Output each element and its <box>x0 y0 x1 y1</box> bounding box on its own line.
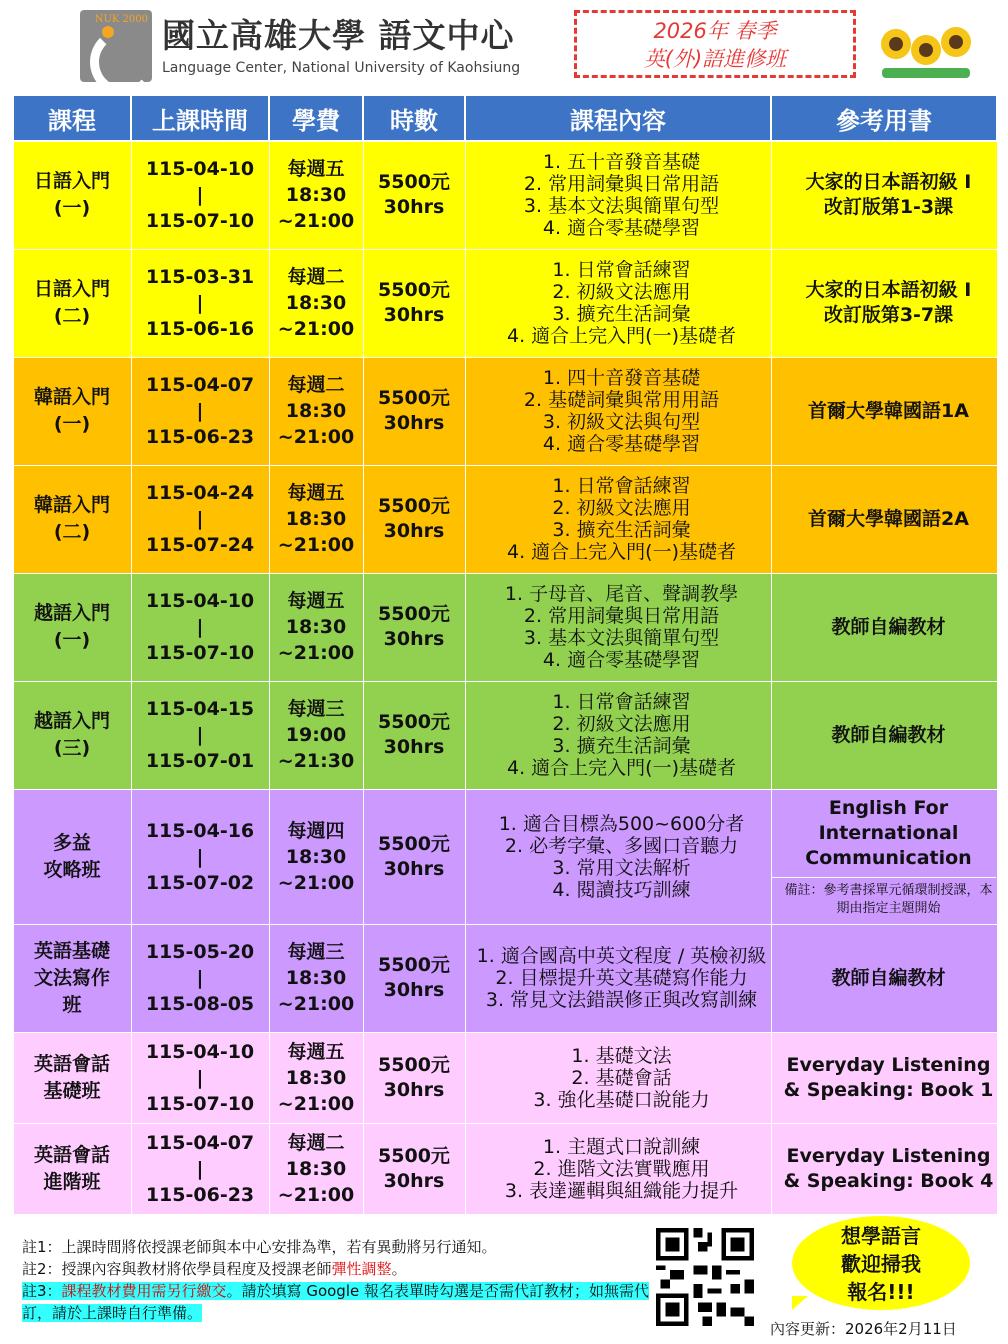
course-time-day: 每週二 <box>287 1131 345 1154</box>
course-content <box>465 1123 771 1214</box>
course-dates-end: 115-06-23 <box>145 1183 255 1206</box>
course-time-t1: 18:30 <box>285 1157 347 1180</box>
course-dates-sep: | <box>196 845 204 868</box>
course-name <box>13 1123 131 1214</box>
course-dates-end: 115-07-10 <box>145 642 255 664</box>
course-time <box>269 141 363 249</box>
course-content <box>465 681 771 789</box>
course-book <box>771 465 997 573</box>
course-name-name2: 基礎班 <box>43 1079 101 1102</box>
course-content-c2: 2. 初級文法應用 <box>552 497 691 519</box>
course-time-day: 每週四 <box>287 819 345 842</box>
course-fee <box>363 357 465 465</box>
course-name-name1: 越語入門 <box>33 710 110 732</box>
note-1: 註1：上課時間將依授課老師與本中心安排為準，若有異動將另行通知。 <box>22 1238 497 1256</box>
course-dates-sep: | <box>196 184 204 207</box>
course-dates-sep: | <box>196 292 204 314</box>
course-dates-start: 115-05-20 <box>145 941 255 963</box>
course-name <box>13 1032 131 1123</box>
course-time <box>269 1123 363 1214</box>
course-time <box>269 249 363 357</box>
course-content-c3: 3. 強化基礎口說能力 <box>533 1088 710 1111</box>
updated-date: 內容更新：2026年2月11日 <box>770 1320 957 1338</box>
course-content <box>465 573 771 681</box>
course-time-t1: 18:30 <box>285 967 347 989</box>
course-dates-sep: | <box>196 967 204 989</box>
course-dates <box>131 789 269 924</box>
course-content-c4: 4. 適合上完入門(一)基礎者 <box>507 541 736 563</box>
course-book <box>771 573 997 681</box>
course-content <box>465 789 771 924</box>
table-row <box>13 249 997 357</box>
course-content <box>465 249 771 357</box>
bubble-line-1: 想學語言 <box>841 1224 921 1248</box>
course-time-day: 每週五 <box>287 158 345 181</box>
table-row <box>13 924 997 1032</box>
course-dates <box>131 1123 269 1214</box>
course-content-c1: 1. 適合國高中英文程度 / 英檢初級 <box>476 945 767 967</box>
course-fee-hours: 30hrs <box>383 520 445 542</box>
course-name-name2: (一) <box>53 413 91 435</box>
course-fee-hours: 30hrs <box>383 628 445 650</box>
course-time <box>269 789 363 924</box>
course-fee <box>363 249 465 357</box>
course-name-name1: 多益 <box>52 831 91 854</box>
table-header-row <box>13 95 997 141</box>
table-row <box>13 1123 997 1214</box>
header-book: 參考用書 <box>771 95 997 141</box>
bubble-line-2: 歡迎掃我 <box>841 1252 921 1276</box>
course-content-c1: 1. 四十音發音基礎 <box>542 367 701 389</box>
table-row <box>13 681 997 789</box>
course-dates-end: 115-07-02 <box>145 871 255 894</box>
course-name <box>13 141 131 249</box>
course-dates-end: 115-06-23 <box>145 426 255 448</box>
course-book <box>771 357 997 465</box>
course-content-c3: 3. 擴充生活詞彙 <box>552 735 691 757</box>
course-dates <box>131 681 269 789</box>
course-content <box>465 357 771 465</box>
course-fee-fee: 5500元 <box>378 279 450 301</box>
course-name-name1: 韓語入門 <box>33 386 110 408</box>
course-content-c1: 1. 子母音、尾音、聲調教學 <box>504 583 739 605</box>
note-2-highlight: 彈性調整 <box>331 1260 392 1278</box>
nuk-logo <box>80 10 152 82</box>
course-fee-hours: 30hrs <box>383 736 445 758</box>
course-fee-hours: 30hrs <box>383 1078 445 1101</box>
course-content-c3: 3. 基本文法與簡單句型 <box>523 195 720 218</box>
course-time-t2: ~21:00 <box>277 534 355 556</box>
course-content-c4: 4. 適合零基礎學習 <box>542 433 701 455</box>
course-time-t2: ~21:00 <box>277 642 355 664</box>
course-content-c2: 2. 進階文法實戰應用 <box>533 1157 710 1180</box>
course-dates <box>131 465 269 573</box>
course-time-t1: 18:30 <box>285 292 347 314</box>
course-fee-fee: 5500元 <box>378 171 450 194</box>
course-book-book2: 改訂版第3-7課 <box>823 304 954 326</box>
table-row <box>13 573 997 681</box>
course-dates-start: 115-04-24 <box>145 482 255 504</box>
course-book <box>771 1123 997 1214</box>
course-name-name2: 攻略班 <box>43 858 101 881</box>
course-content-c4: 4. 適合零基礎學習 <box>542 217 701 240</box>
course-time-t2: ~21:00 <box>277 993 355 1015</box>
course-book-book1: 首爾大學韓國語2A <box>808 507 969 530</box>
logo-dot-icon <box>102 26 114 38</box>
header-course: 課程 <box>13 95 131 141</box>
footnotes <box>22 1236 662 1324</box>
course-content-c2: 2. 常用詞彙與日常用語 <box>523 173 720 196</box>
course-time <box>269 924 363 1032</box>
course-book-book1: 教師自編教材 <box>831 966 946 989</box>
course-book-book1: English For International Communication <box>805 796 972 869</box>
course-fee <box>363 924 465 1032</box>
course-name <box>13 357 131 465</box>
course-content-c4: 4. 適合上完入門(一)基礎者 <box>507 757 736 779</box>
logo-text: NUK 2000 <box>94 14 148 25</box>
course-time-t1: 18:30 <box>285 1066 347 1089</box>
course-content-c4: 4. 閱讀技巧訓練 <box>552 878 691 901</box>
header-content: 課程內容 <box>465 95 771 141</box>
signup-bubble <box>792 1216 970 1310</box>
course-book-book2: 改訂版第1-3課 <box>823 196 954 219</box>
course-book-book1: 教師自編教材 <box>831 723 946 746</box>
course-name-name2: (一) <box>53 197 91 220</box>
course-book-book1: 首爾大學韓國語1A <box>808 399 969 422</box>
course-dates-sep: | <box>196 508 204 530</box>
course-content-c2: 2. 必考字彙、多國口音聽力 <box>504 834 739 857</box>
course-fee-fee: 5500元 <box>378 1144 450 1167</box>
note-2-end: 。 <box>391 1260 407 1278</box>
course-book <box>771 249 997 357</box>
course-book-book1: Everyday Listening <box>786 1144 991 1167</box>
course-name <box>13 681 131 789</box>
course-name <box>13 789 131 924</box>
course-content-c2: 2. 基礎詞彙與常用用語 <box>523 389 720 411</box>
course-time-t2: ~21:30 <box>277 750 355 772</box>
course-time-t1: 18:30 <box>285 400 347 422</box>
course-time-t1: 19:00 <box>285 724 347 746</box>
course-dates-sep: | <box>196 1157 204 1180</box>
course-content-c3: 3. 常用文法解析 <box>552 856 691 879</box>
course-content-c3: 3. 表達邏輯與組織能力提升 <box>504 1179 739 1202</box>
course-dates-end: 115-07-01 <box>145 750 255 772</box>
course-name-name2: 進階班 <box>43 1170 101 1193</box>
course-dates-sep: | <box>196 400 204 422</box>
course-book-book1: 教師自編教材 <box>831 615 946 638</box>
course-fee <box>363 141 465 249</box>
course-dates-start: 115-04-07 <box>145 1131 255 1154</box>
course-content-c3: 3. 擴充生活詞彙 <box>552 519 691 541</box>
course-name-name2: (二) <box>53 521 91 543</box>
course-time-t2: ~21:00 <box>277 1092 355 1115</box>
course-dates-end: 115-07-10 <box>145 1092 255 1115</box>
course-time-t2: ~21:00 <box>277 318 355 340</box>
term-badge <box>574 10 856 78</box>
course-fee-fee: 5500元 <box>378 954 450 976</box>
course-content-c1: 1. 基礎文法 <box>571 1044 672 1067</box>
course-dates-start: 115-04-07 <box>145 374 255 396</box>
course-fee-fee: 5500元 <box>378 387 450 409</box>
course-fee-hours: 30hrs <box>383 857 445 880</box>
course-name-name2: (二) <box>53 305 91 327</box>
course-content-c1: 1. 五十音發音基礎 <box>542 151 701 174</box>
course-book <box>771 1032 997 1123</box>
course-content-c3: 3. 常見文法錯誤修正與改寫訓練 <box>485 989 758 1011</box>
header-schedule: 上課時間 <box>131 95 269 141</box>
course-dates <box>131 357 269 465</box>
course-dates-start: 115-03-31 <box>145 266 255 288</box>
term-line-2: 英(外)語進修班 <box>643 47 787 71</box>
course-dates-end: 115-08-05 <box>145 993 255 1015</box>
note-2-text: 註2：授課內容與教材將依學員程度及授課老師 <box>22 1260 332 1278</box>
course-fee <box>363 1032 465 1123</box>
course-content <box>465 924 771 1032</box>
course-dates-end: 115-07-10 <box>145 210 255 233</box>
course-content-c2: 2. 目標提升英文基礎寫作能力 <box>495 967 748 989</box>
note-3 <box>22 1280 662 1324</box>
course-book-book1: 大家的日本語初級 I <box>805 279 972 301</box>
logo-arc-icon <box>90 28 152 82</box>
course-time-day: 每週五 <box>287 590 345 612</box>
course-name <box>13 924 131 1032</box>
course-name-name1: 韓語入門 <box>33 494 110 516</box>
course-time <box>269 573 363 681</box>
course-time-day: 每週三 <box>287 941 345 963</box>
course-book-note: 備註：參考書採單元循環制授課，本期由指定主題開始 <box>772 877 996 918</box>
course-time-day: 每週二 <box>287 266 345 288</box>
table-row <box>13 1032 997 1123</box>
course-content-c1: 1. 日常會話練習 <box>552 259 691 281</box>
table-row <box>13 789 997 924</box>
course-content-c3: 3. 基本文法與簡單句型 <box>523 627 720 649</box>
course-fee <box>363 573 465 681</box>
course-dates <box>131 249 269 357</box>
course-content <box>465 1032 771 1123</box>
course-fee-hours: 30hrs <box>383 196 445 219</box>
course-dates-start: 115-04-15 <box>145 698 255 720</box>
table-row <box>13 141 997 249</box>
course-fee-fee: 5500元 <box>378 603 450 625</box>
note-2 <box>22 1258 662 1280</box>
center-title-zh: 國立高雄大學 語文中心 <box>162 16 515 55</box>
note-3-text: 。請於填寫 Google 報名表單時勾選是否需代訂教材；如無需代訂，請於上課時自行準備。 <box>22 1282 649 1322</box>
course-name-name2: (一) <box>53 629 91 651</box>
course-dates <box>131 1032 269 1123</box>
course-name-name1: 日語入門 <box>33 278 110 300</box>
course-content-c2: 2. 基礎會話 <box>571 1066 672 1089</box>
course-book <box>771 924 997 1032</box>
course-name-name1: 越語入門 <box>33 602 110 624</box>
course-content-c1: 1. 日常會話練習 <box>552 691 691 713</box>
course-table <box>12 94 998 1215</box>
course-name-name1: 英語會話 <box>33 1143 110 1166</box>
bubble-line-3: 報名!!! <box>847 1280 915 1304</box>
course-content-c3: 3. 初級文法與句型 <box>542 411 701 433</box>
course-fee-fee: 5500元 <box>378 832 450 855</box>
course-content <box>465 141 771 249</box>
sunflowers-icon <box>876 24 976 80</box>
course-time-day: 每週五 <box>287 1040 345 1063</box>
note-3-label: 註3： <box>22 1282 62 1300</box>
course-time-t1: 18:30 <box>285 616 347 638</box>
course-book <box>771 789 997 924</box>
course-name-name1: 英語基礎 <box>33 939 110 962</box>
course-name <box>13 573 131 681</box>
course-fee-fee: 5500元 <box>378 711 450 733</box>
course-name <box>13 465 131 573</box>
course-dates-start: 115-04-16 <box>145 819 255 842</box>
course-time-t1: 18:30 <box>285 184 347 207</box>
course-content-c2: 2. 常用詞彙與日常用語 <box>523 605 720 627</box>
course-content-c2: 2. 初級文法應用 <box>552 281 691 303</box>
course-book <box>771 141 997 249</box>
course-time-t2: ~21:00 <box>277 210 355 233</box>
course-name <box>13 249 131 357</box>
page-header <box>0 0 1008 92</box>
course-time-t2: ~21:00 <box>277 1183 355 1206</box>
course-time-t1: 18:30 <box>285 508 347 530</box>
course-content-c4: 4. 適合零基礎學習 <box>542 649 701 671</box>
course-content-c2: 2. 初級文法應用 <box>552 713 691 735</box>
table-row <box>13 465 997 573</box>
course-content-c1: 1. 適合目標為500~600分者 <box>498 812 745 835</box>
course-fee-hours: 30hrs <box>383 412 445 434</box>
course-dates-sep: | <box>196 616 204 638</box>
course-name-name1: 日語入門 <box>33 170 110 193</box>
course-dates-start: 115-04-10 <box>145 590 255 612</box>
course-dates <box>131 141 269 249</box>
course-fee <box>363 1123 465 1214</box>
course-time <box>269 357 363 465</box>
note-3-highlight: 課程教材費用需另行繳交 <box>61 1282 227 1300</box>
course-dates-start: 115-04-10 <box>145 158 255 181</box>
course-dates <box>131 924 269 1032</box>
header-fee: 學費 <box>269 95 363 141</box>
course-dates-end: 115-07-24 <box>145 534 255 556</box>
table-row <box>13 357 997 465</box>
course-content-c3: 3. 擴充生活詞彙 <box>552 303 691 325</box>
course-time-t2: ~21:00 <box>277 426 355 448</box>
course-name-name2: (三) <box>53 737 91 759</box>
course-time-t2: ~21:00 <box>277 871 355 894</box>
course-dates-start: 115-04-10 <box>145 1040 255 1063</box>
course-content-c4: 4. 適合上完入門(一)基礎者 <box>507 325 736 347</box>
course-fee-hours: 30hrs <box>383 979 445 1001</box>
course-name-name3: 班 <box>62 993 82 1016</box>
course-dates-sep: | <box>196 724 204 746</box>
course-time-day: 每週五 <box>287 482 345 504</box>
course-name-name1: 英語會話 <box>33 1052 110 1075</box>
course-fee-hours: 30hrs <box>383 304 445 326</box>
course-book-book1: 大家的日本語初級 I <box>805 171 972 194</box>
course-fee-hours: 30hrs <box>383 1169 445 1192</box>
term-line-1: 2026年 春季 <box>653 19 777 43</box>
course-fee-fee: 5500元 <box>378 1053 450 1076</box>
course-dates <box>131 573 269 681</box>
course-fee <box>363 681 465 789</box>
header-hours: 時數 <box>363 95 465 141</box>
course-book-book2: & Speaking: Book 1 <box>783 1078 994 1101</box>
course-dates-end: 115-06-16 <box>145 318 255 340</box>
center-title-en: Language Center, National University of Kaohsiung <box>162 60 521 76</box>
course-time <box>269 681 363 789</box>
qr-code-icon[interactable] <box>656 1228 754 1326</box>
course-time-day: 每週三 <box>287 698 345 720</box>
course-fee <box>363 465 465 573</box>
course-name-name2: 文法寫作 <box>33 966 110 989</box>
course-time-day: 每週二 <box>287 374 345 396</box>
course-book-book1: Everyday Listening <box>786 1053 991 1076</box>
course-content-c1: 1. 主題式口說訓練 <box>542 1135 701 1158</box>
course-fee-fee: 5500元 <box>378 495 450 517</box>
course-fee <box>363 789 465 924</box>
course-content-c1: 1. 日常會話練習 <box>552 475 691 497</box>
course-content <box>465 465 771 573</box>
course-time <box>269 465 363 573</box>
course-time <box>269 1032 363 1123</box>
course-book <box>771 681 997 789</box>
course-time-t1: 18:30 <box>285 845 347 868</box>
course-dates-sep: | <box>196 1066 204 1089</box>
course-book-book2: & Speaking: Book 4 <box>783 1169 994 1192</box>
